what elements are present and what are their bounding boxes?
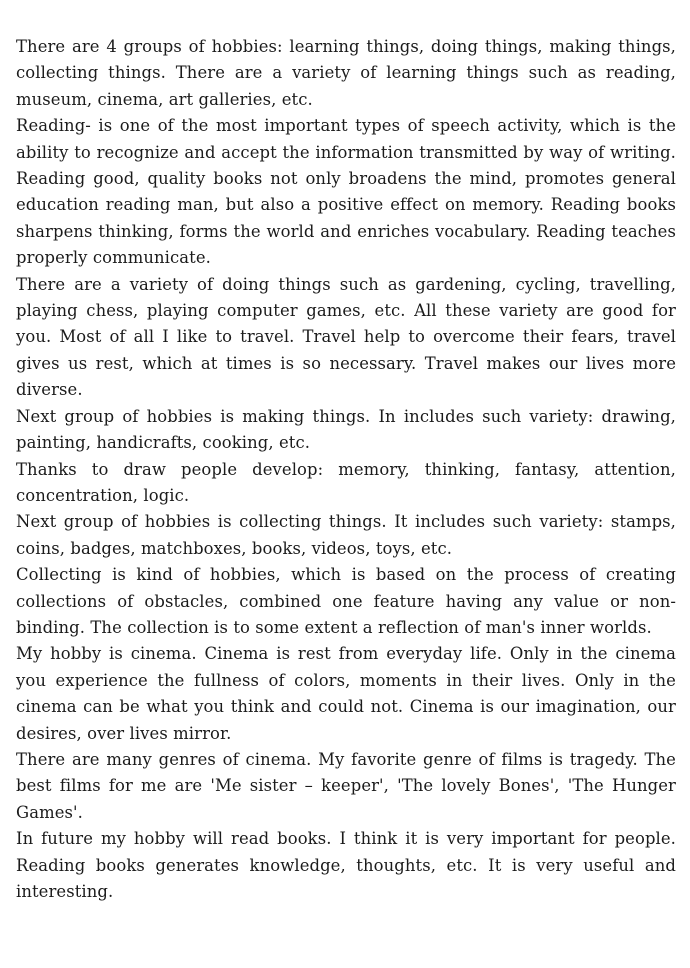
paragraph-collecting-definition: Collecting is kind of hobbies, which is based on the process of creating collections of obstacles, combined one feature having any value or non-binding. The collection is to some extent a reflection of man's inner worlds. — [16, 565, 676, 637]
paragraph-reading: Reading- is one of the most important types of speech activity, which is the ability to recognize and accept the information transmitted by way of writing. Reading good, quality books not only broadens the mind, promotes general education reading man, but also a positive effect on memory. Reading books sharpens thinking, forms the world and enriches vocabulary. Reading teaches properly communicate. — [16, 116, 676, 268]
paragraph-hobby-groups: There are 4 groups of hobbies: learning things, doing things, making things, collecting things. There are a variety of learning things such as reading, museum, cinema, art galleries, etc. — [16, 37, 676, 109]
paragraph-making-things: Next group of hobbies is making things. In includes such variety: drawing, painting, handicrafts, cooking, etc. — [16, 406, 676, 453]
paragraph-collecting-things: Next group of hobbies is collecting things. It includes such variety: stamps, coins, badges, matchboxes, books, videos, toys, etc. — [16, 512, 676, 558]
document-body — [16, 34, 676, 905]
paragraph-doing-things: There are a variety of doing things such as gardening, cycling, travelling, playing chess, playing computer games, etc. All these variety are good for you. Most of all I like to travel. Travel help to overcome their fears, travel gives us rest, which at times is so necessary. Travel makes our lives more diverse. — [16, 274, 676, 400]
paragraph-drawing-benefits: Thanks to draw people develop: memory, thinking, fantasy, attention, concentration, logic. — [16, 459, 676, 505]
paragraph-future-hobby: In future my hobby will read books. I think it is very important for people. Reading books generates knowledge, thoughts, etc. It is very useful and interesting. — [16, 829, 676, 901]
paragraph-cinema-genres: There are many genres of cinema. My favorite genre of films is tragedy. The best films for me are 'Me sister – keeper', 'The lovely Bones', 'The Hunger Games'. — [16, 749, 676, 822]
paragraph-my-hobby-cinema: My hobby is cinema. Cinema is rest from everyday life. Only in the cinema you experience the fullness of colors, moments in their lives. Only in the cinema can be what you think and could not. Cinema is our imagination, our desires, over lives mirror. — [16, 644, 676, 743]
